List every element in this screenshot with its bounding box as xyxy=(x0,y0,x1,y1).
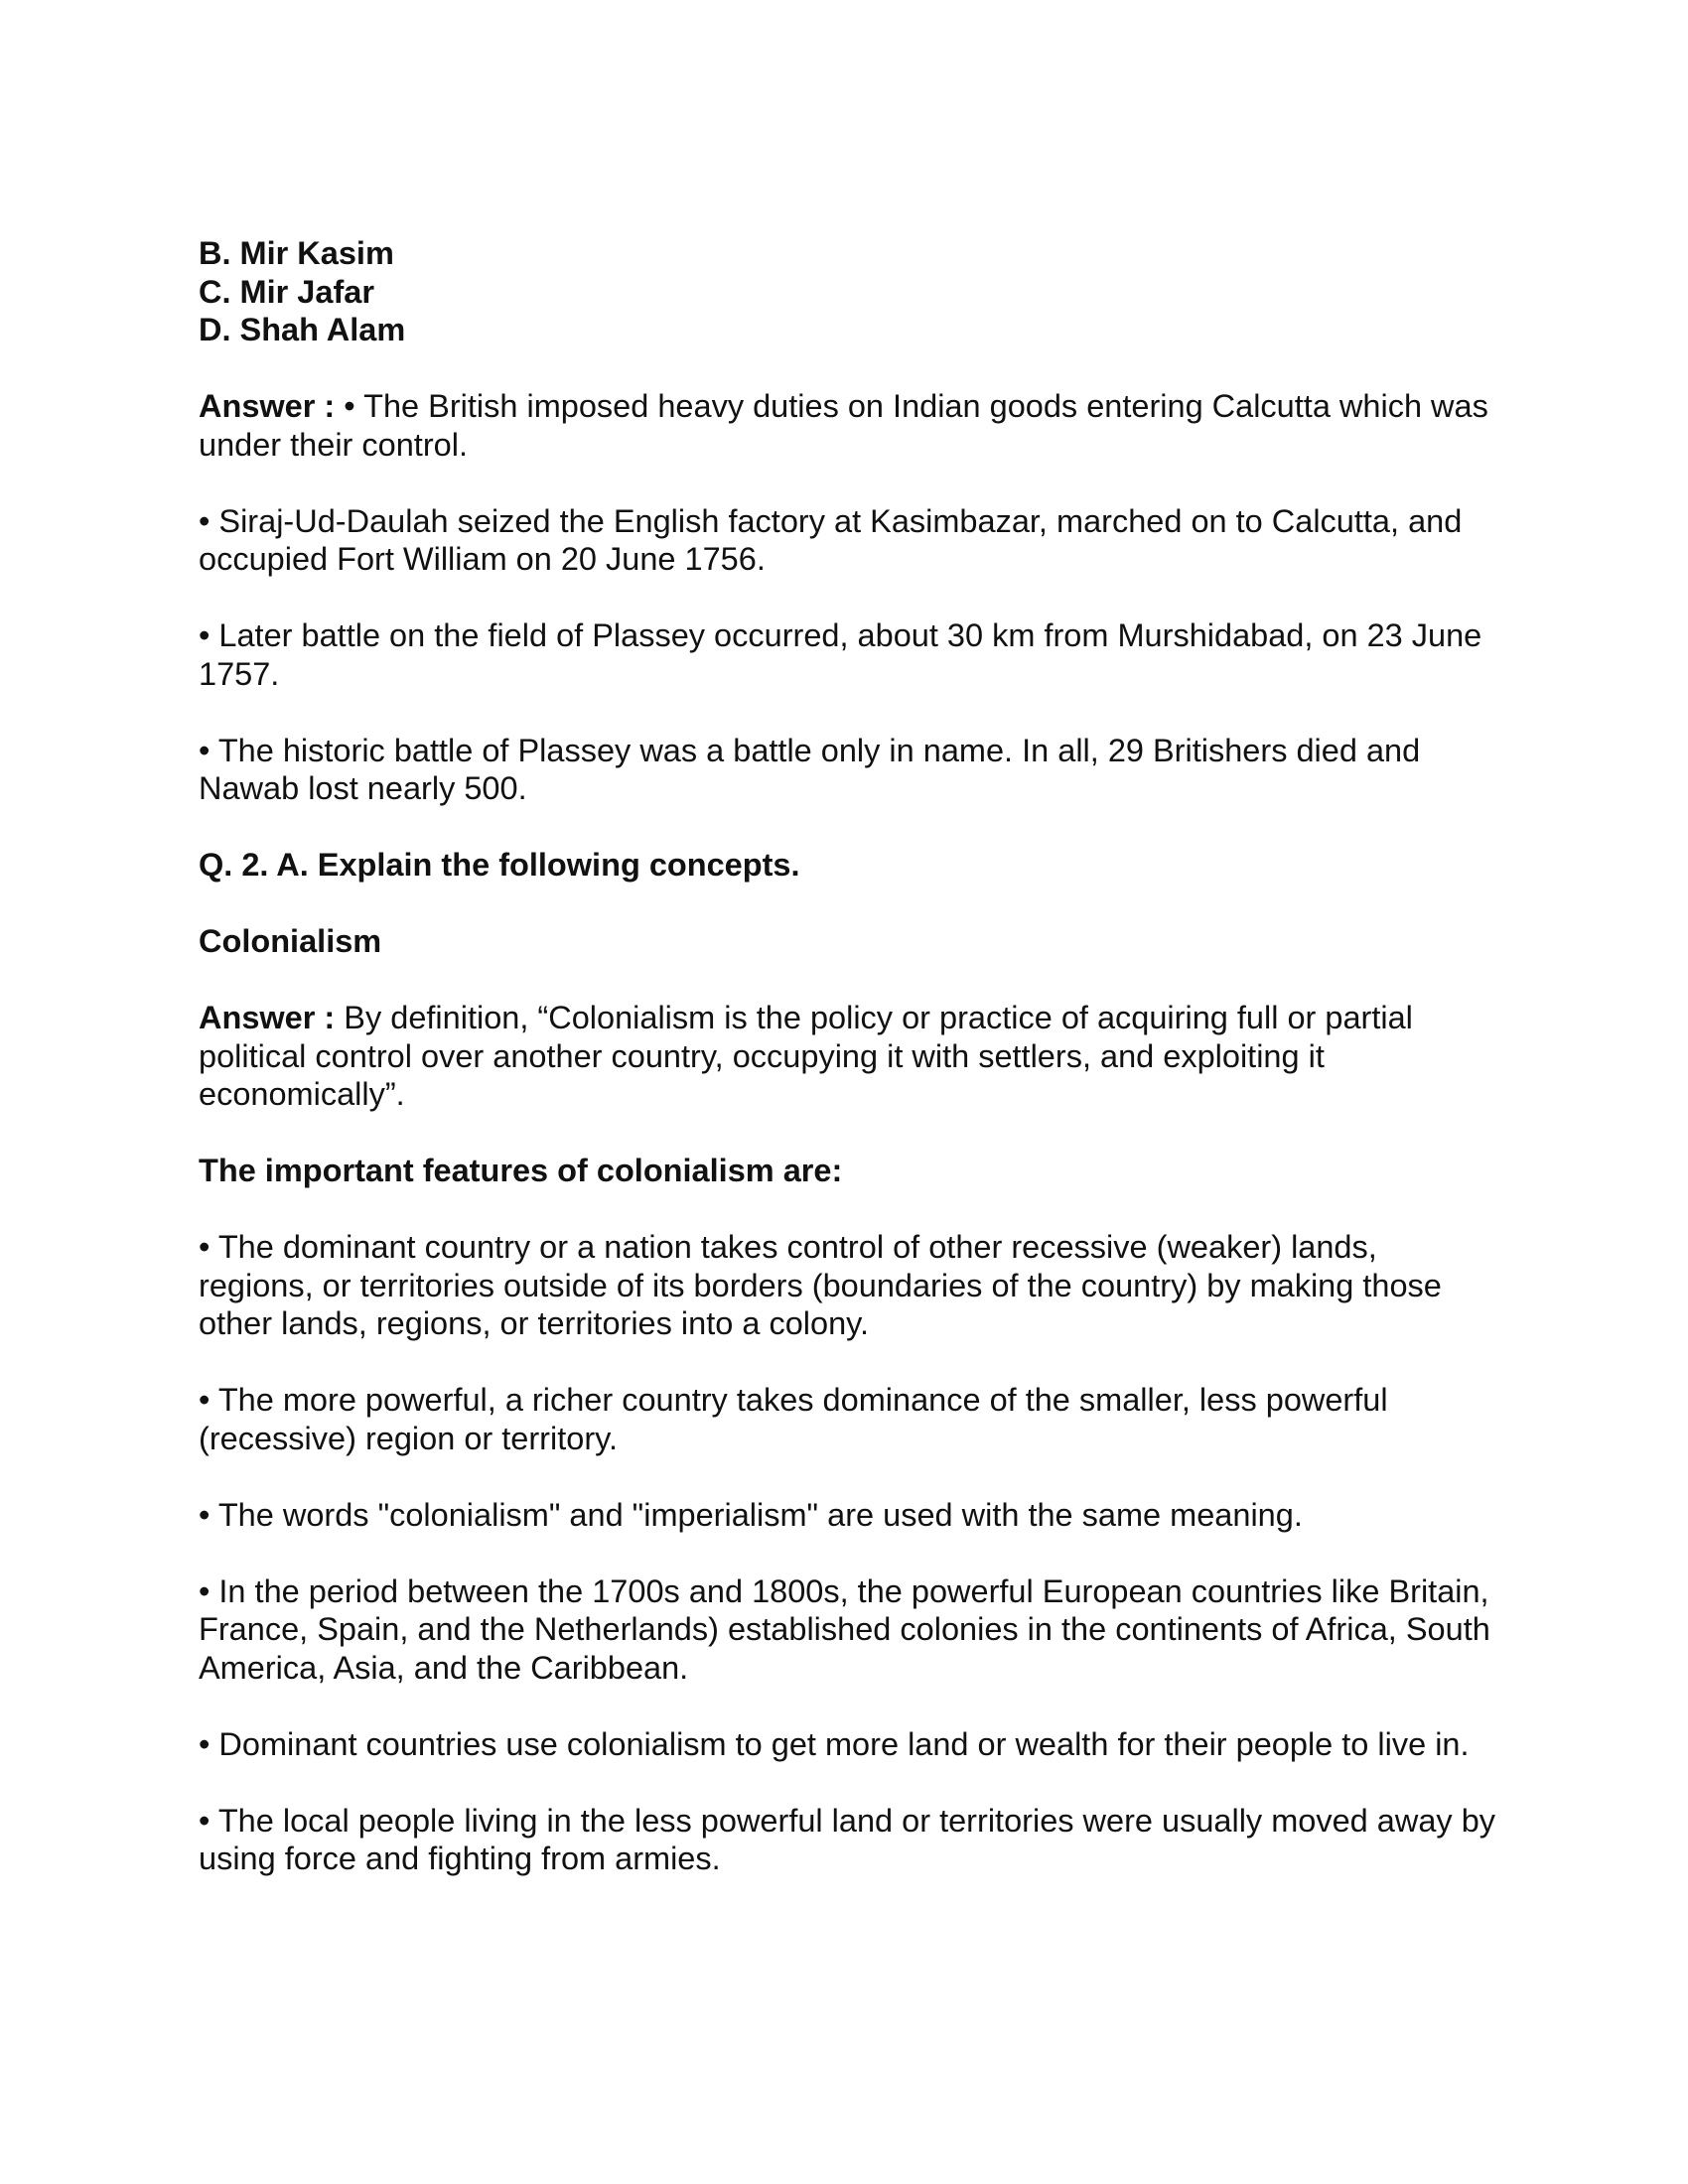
feature-paragraph: • Dominant countries use colonialism to get more land or wealth for their people to live in. xyxy=(199,1725,1470,1762)
bullet-paragraph: • The historic battle of Plassey was a battle only in name. In all, 29 Britishers died and Nawab lost nearly 500. xyxy=(199,732,1421,806)
feature-paragraph: • The more powerful, a richer country takes dominance of the smaller, less powerful (recessive) region or territory. xyxy=(199,1382,1388,1456)
answer-paragraph-1 xyxy=(199,387,1499,464)
feature-paragraph: • The words "colonialism" and "imperialism" are used with the same meaning. xyxy=(199,1496,1303,1533)
document-page xyxy=(199,234,1499,1916)
option-c: C. Mir Jafar xyxy=(199,273,375,310)
bullet-paragraph: • Siraj-Ud-Daulah seized the English factory at Kasimbazar, marched on to Calcutta, and occupied Fort William on 20 June 1756. xyxy=(199,502,1463,577)
feature-paragraph: • The dominant country or a nation takes control of other recessive (weaker) lands, regions, or territories outside of its borders (boundaries of the country) by making those other lands, regions, or territories into a colony. xyxy=(199,1229,1442,1341)
question-heading: Q. 2. A. Explain the following concepts. xyxy=(199,847,800,883)
feature-paragraph: • In the period between the 1700s and 1800s, the powerful European countries like Britain, France, Spain, and the Netherlands) established colonies in the continents of Africa, South America, Asia, and the Caribbean. xyxy=(199,1572,1490,1686)
concept-title: Colonialism xyxy=(199,923,382,959)
option-d: D. Shah Alam xyxy=(199,312,406,347)
features-heading: The important features of colonialism are: xyxy=(199,1153,843,1188)
answer-label: Answer : xyxy=(199,388,336,424)
feature-paragraph: • The local people living in the less powerful land or territories were usually moved away by using force and fighting from armies. xyxy=(199,1802,1496,1876)
answer-options xyxy=(199,234,1499,349)
option-b: B. Mir Kasim xyxy=(199,235,394,271)
answer-lead-text: • The British imposed heavy duties on Indian goods entering Calcutta which was under their control. xyxy=(199,388,1488,463)
answer-label: Answer : xyxy=(199,1000,336,1035)
bullet-paragraph: • Later battle on the field of Plassey occurred, about 30 km from Murshidabad, on 23 June 1757. xyxy=(199,617,1482,692)
answer-paragraph-2 xyxy=(199,999,1499,1114)
answer-definition-text: By definition, “Colonialism is the policy or practice of acquiring full or partial political control over another country, occupying it with settlers, and exploiting it economically”. xyxy=(199,1000,1413,1112)
